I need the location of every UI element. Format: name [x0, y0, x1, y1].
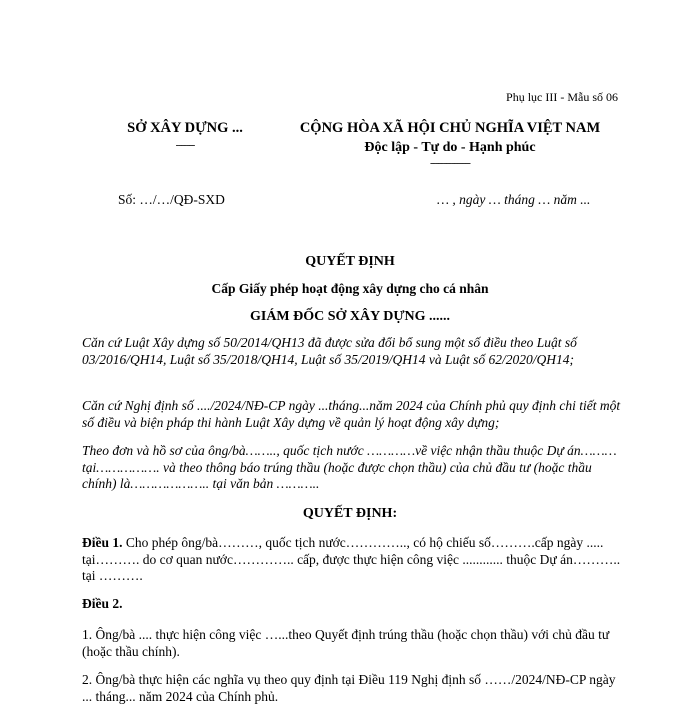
- document-title: QUYẾT ĐỊNH: [305, 254, 395, 269]
- national-header: [270, 120, 630, 169]
- motto-rule: ---------------: [430, 157, 470, 169]
- agency-header: [110, 120, 260, 151]
- article-1-label: Điều 1.: [82, 535, 123, 550]
- preamble-decree: Căn cứ Nghị định số ..../2024/NĐ-CP ngày ...tháng...năm 2024 của Chính phủ quy định chi tiết một số điều và biện pháp thi hành Luật Xây dựng về quản lý hoạt động xây dựng;: [82, 398, 621, 430]
- document-number: Số: …/…/QĐ-SXD: [118, 192, 225, 207]
- document-subtitle: Cấp Giấy phép hoạt động xây dựng cho cá nhân: [211, 281, 489, 296]
- nation-name: CỘNG HÒA XÃ HỘI CHỦ NGHĨA VIỆT NAM: [299, 120, 601, 136]
- preamble-application: Theo đơn và hồ sơ của ông/bà…….., quốc tịch nước …………về việc nhận thầu thuộc Dự án……… tại……………. và theo thông báo trúng thầu (hoặc được chọn thầu) của chủ đầu tư (hoặc thầu chính) là……………….. tại văn bản ………..: [82, 443, 617, 491]
- article-2-item-2: 2. Ông/bà thực hiện các nghĩa vụ theo quy định tại Điều 119 Nghị định số ……/2024/NĐ-CP ngày ... tháng... năm 2024 của Chính phủ.: [82, 672, 616, 704]
- article-2-item-1: 1. Ông/bà .... thực hiện công việc …...theo Quyết định trúng thầu (hoặc chọn thầu) với chủ đầu tư (hoặc thầu chính).: [82, 627, 610, 659]
- article-1: [82, 535, 622, 585]
- agency-name: SỞ XÂY DỰNG ...: [127, 120, 243, 136]
- preamble-law: Căn cứ Luật Xây dựng số 50/2014/QH13 đã được sửa đổi bổ sung một số điều theo Luật số 03/2016/QH14, Luật số 35/2018/QH14, Luật số 35/2019/QH14 và Luật số 62/2020/QH14;: [82, 335, 577, 367]
- article-2-label: Điều 2.: [82, 596, 123, 611]
- issuing-authority: GIÁM ĐỐC SỞ XÂY DỰNG ......: [249, 309, 450, 324]
- article-1-text: Cho phép ông/bà………, quốc tịch nước………….., có hộ chiếu số……….cấp ngày ..... tại………. do cơ quan nước………….. cấp, được thực hiện công việc ............ thuộc Dự án……….. tại ……….: [82, 535, 621, 583]
- agency-rule: -------: [175, 139, 195, 151]
- national-motto: Độc lập - Tự do - Hạnh phúc: [364, 140, 536, 155]
- place-and-date: … , ngày … tháng … năm ...: [437, 192, 591, 207]
- appendix-label: Phụ lục III - Mẫu số 06: [506, 90, 618, 104]
- decision-heading: QUYẾT ĐỊNH:: [302, 506, 398, 521]
